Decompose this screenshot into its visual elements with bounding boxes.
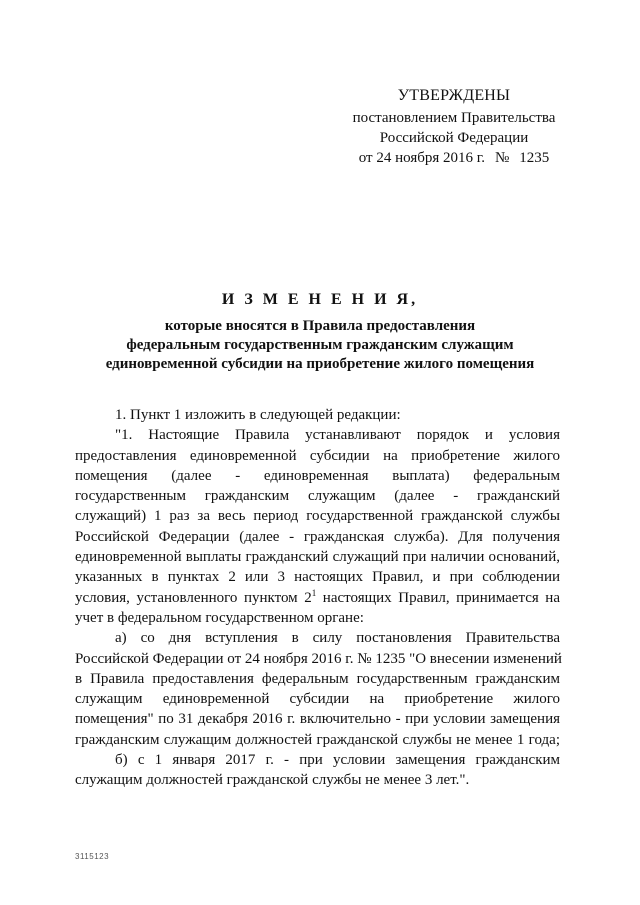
paragraph-2-line: учет в федеральном государственном органе: [75,609,364,626]
approval-line-2: Российской Федерации [379,130,529,146]
heading-subtitle-2: федеральным государственным гражданским служащим [126,337,514,353]
heading-subtitle-1: которые вносятся в Правила предоставления [164,318,476,334]
subparagraph-a-line: а) со дня вступления в силу постановления Правительства [115,630,560,647]
paragraph-2-line: указанных в пунктах 2 или 3 настоящих Правил, и при соблюдении [75,569,560,586]
paragraph-1: 1. Пункт 1 изложить в следующей редакции: [115,407,401,423]
approval-date: от 24 ноября 2016 г. [358,150,485,166]
paragraph-2-line: "1. Настоящие Правила устанавливают порядок и условия [115,427,560,444]
approval-number: 1235 [519,150,550,166]
approval-title: УТВЕРЖДЕНЫ [397,87,511,104]
paragraph-2-line: Российской Федерации (далее - гражданская служба). Для получения [75,528,560,545]
line-text: настоящих Правил, принимается на [316,589,560,606]
heading-title: И З М Е Н Е Н И Я, [221,291,419,308]
line-text: условия, установленного пунктом 2 [75,589,312,606]
document-body [75,405,560,791]
document-heading [90,290,550,374]
document-code: 3115123 [75,852,110,861]
paragraph-2-line: единовременной выплаты гражданский служащий при наличии оснований, [75,549,560,566]
paragraph-2-line: государственным гражданским служащим (далее - гражданский [75,488,560,505]
paragraph-2-line-with-superscript [75,588,560,608]
heading-subtitle-3: единовременной субсидии на приобретение жилого помещения [105,356,535,372]
number-sign: № [494,150,510,166]
superscript: 1 [311,587,317,598]
subparagraph-a-line: гражданским служащим должностей гражданской службы не менее 1 года; [75,731,560,748]
paragraph-2-line: предоставления единовременной субсидии на приобретение жилого [75,447,560,464]
subparagraph-a-line: в Правила предоставления федеральным государственным гражданским [75,670,560,687]
subparagraph-b-line: служащим должностей гражданской службы не менее 3 лет.". [75,772,470,789]
approval-line-1: постановлением Правительства [352,110,556,126]
subparagraph-b-line: б) с 1 января 2017 г. - при условии замещения гражданским [115,752,560,769]
paragraph-2-line: служащий) 1 раз за весь период государственной гражданской службы [75,508,560,525]
subparagraph-a-line: служащим единовременной субсидии на приобретение жилого [75,691,560,708]
approval-stamp [345,86,563,168]
approval-date-line [345,148,563,168]
paragraph-2-line: помещения (далее - единовременная выплата) федеральным [75,467,560,484]
subparagraph-a-line: Российской Федерации от 24 ноября 2016 г. № 1235 "О внесении изменений [75,650,562,667]
subparagraph-a-line: помещения" по 31 декабря 2016 г. включительно - при условии замещения [75,711,560,728]
